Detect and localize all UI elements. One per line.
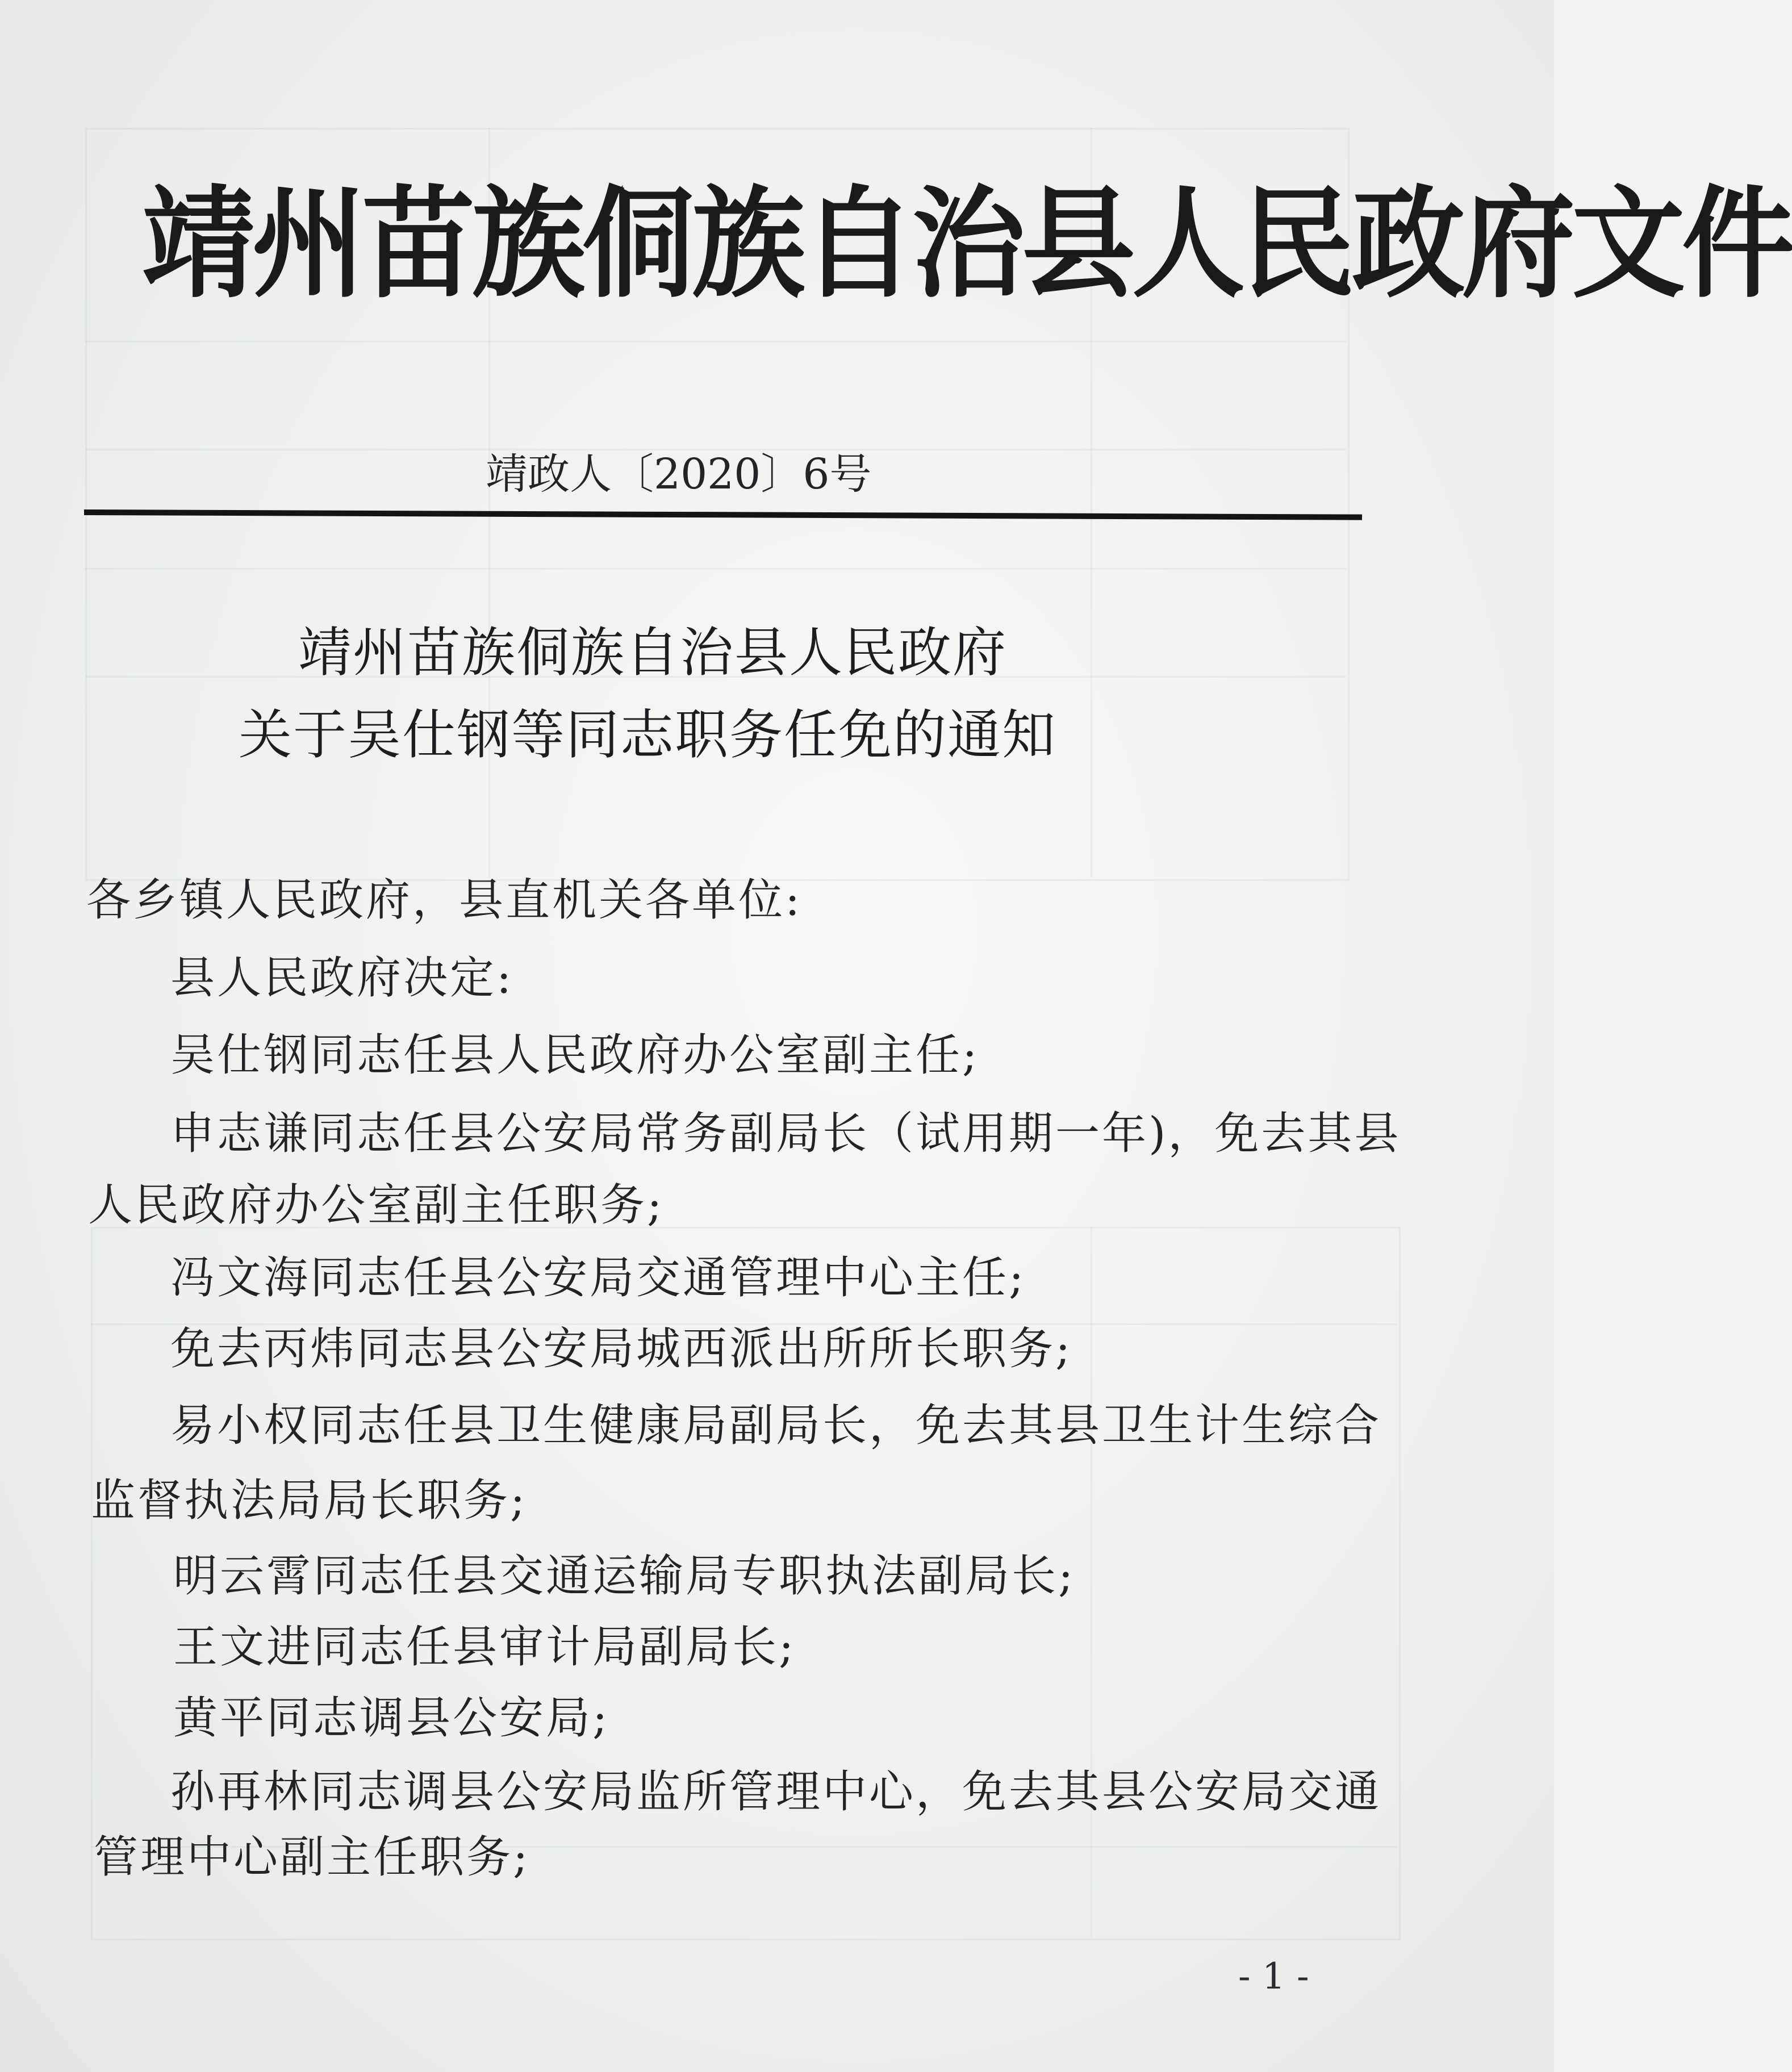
notice-title-line-1: 靖州苗族侗族自治县人民政府	[298, 622, 1008, 684]
body-line: 县人民政府决定:	[170, 953, 514, 1004]
document-header-title: 靖州苗族侗族自治县人民政府文件	[142, 174, 1792, 314]
body-line: 吴仕钢同志任县人民政府办公室副主任;	[170, 1030, 980, 1081]
body-line: 监督执法局局长职务;	[91, 1475, 528, 1526]
body-line: 孙再林同志调县公安局监所管理中心，免去其县公安局交通	[170, 1766, 1382, 1818]
body-line: 易小权同志任县卫生健康局副局长，免去其县卫生计生综合	[170, 1400, 1382, 1451]
bleed-through-line	[85, 568, 1346, 570]
body-line: 各乡镇人民政府，县直机关各单位:	[86, 875, 803, 926]
body-line: 黄平同志调县公安局;	[173, 1693, 610, 1744]
notice-title-line-2: 关于吴仕钢等同志职务任免的通知	[239, 704, 1057, 766]
body-line: 人民政府办公室副主任职务;	[88, 1180, 665, 1231]
body-line: 申志谦同志任县公安局常务副局长（试用期一年)，免去其县	[170, 1108, 1401, 1159]
body-line: 明云霄同志任县交通运输局专职执法副局长;	[173, 1551, 1076, 1602]
body-line: 管理中心副主任职务;	[94, 1832, 531, 1883]
document-number: 靖政人〔2020〕6号	[486, 450, 872, 499]
body-line: 冯文海同志任县公安局交通管理中心主任;	[170, 1252, 1026, 1304]
body-line: 免去丙炜同志县公安局城西派出所所长职务;	[170, 1323, 1073, 1375]
bleed-through-line	[1091, 1227, 1092, 1937]
page-number: - 1 -	[1238, 1956, 1309, 1998]
bleed-through-line	[85, 341, 1346, 342]
body-line: 王文进同志任县审计局副局长;	[173, 1622, 796, 1673]
